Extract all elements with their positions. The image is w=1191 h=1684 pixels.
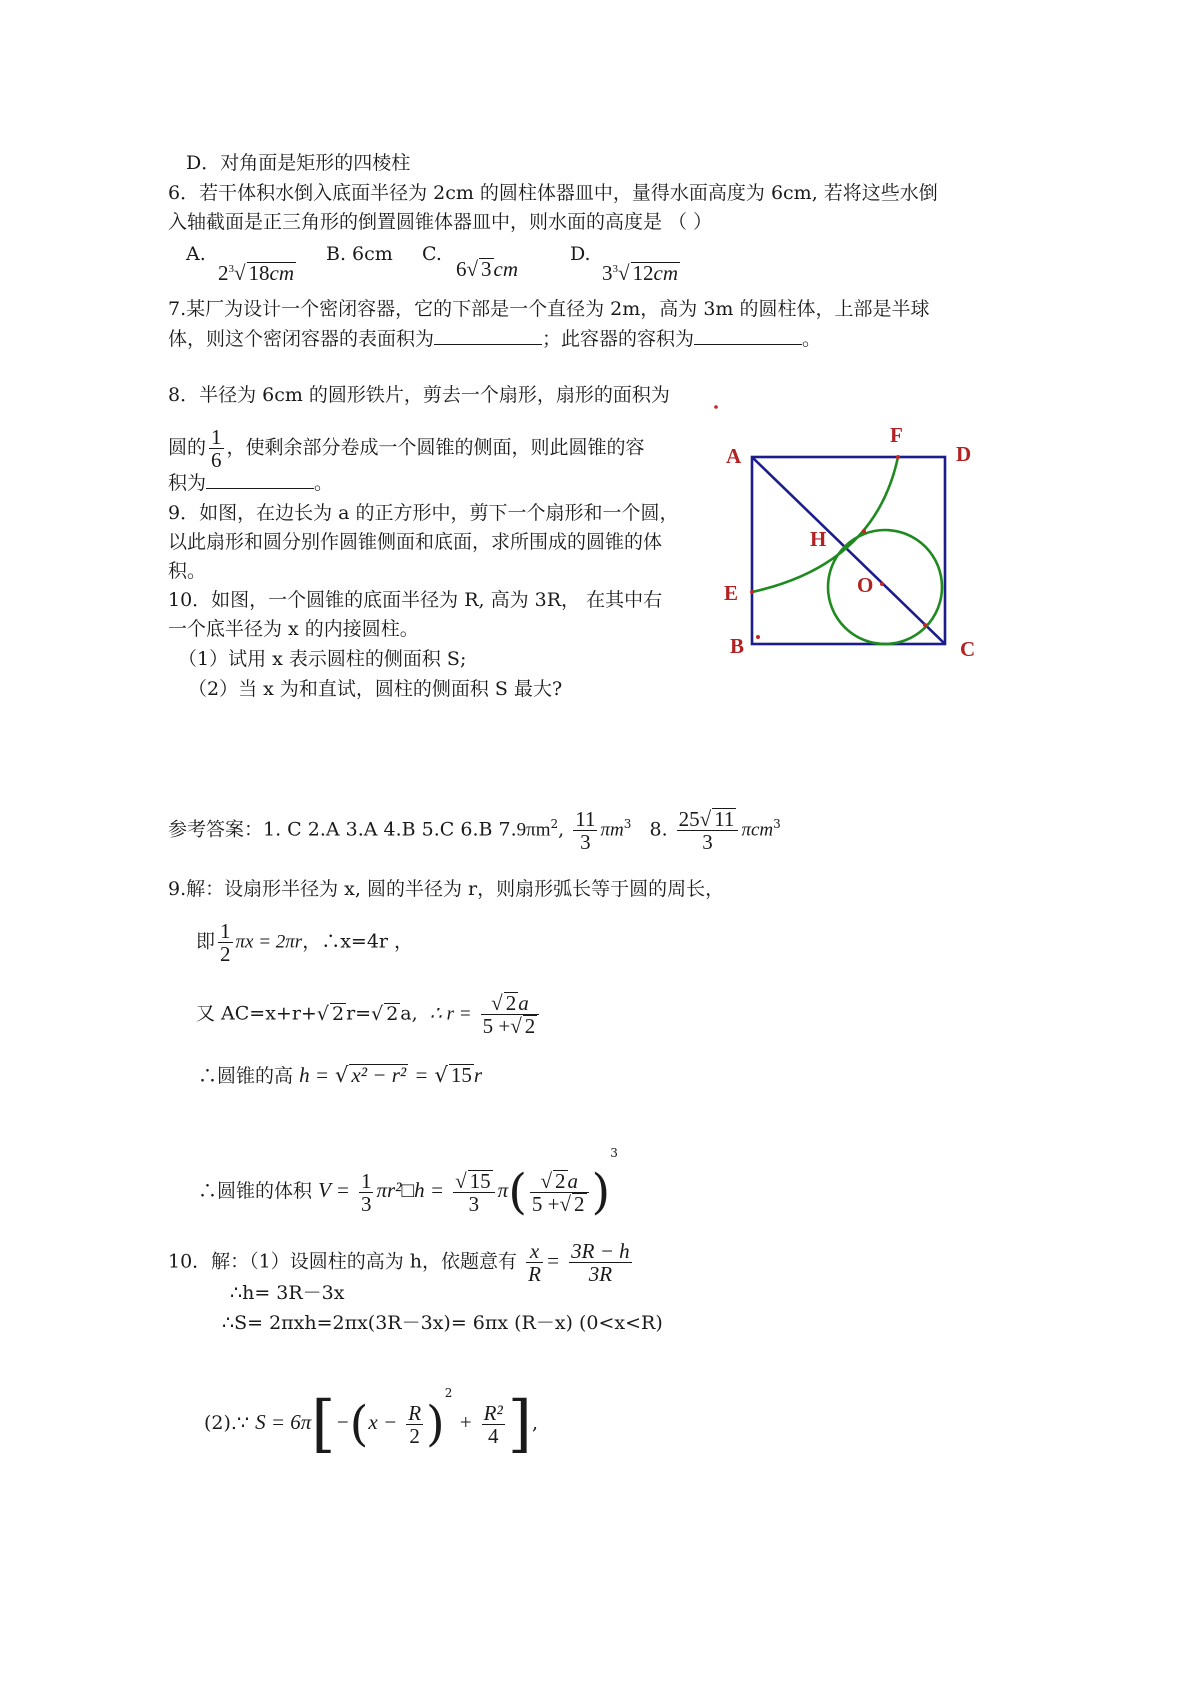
point-f: [896, 455, 900, 459]
q6-option-d-label: D.: [570, 243, 591, 265]
q5-option-d: D．对角面是矩形的四棱柱: [186, 152, 411, 174]
q9-line-2: 以此扇形和圆分别作圆锥侧面和底面，求所围成的圆锥的体: [168, 531, 663, 553]
q8-line-1: 8．半径为 6cm 的圆形铁片，剪去一个扇形，扇形的面积为: [168, 384, 670, 406]
q9-line-3: 积。: [168, 560, 207, 582]
label-h: H: [810, 527, 827, 551]
q10-line-1: 10．如图，一个圆锥的底面半径为 R, 高为 3R， 在其中右: [168, 589, 663, 611]
stray-dot: [714, 405, 718, 409]
sol10-line-4: (2).∵ S = 6π[−(x − $\frac{R}{2}$ )$^2$ + $\frac{\text{R²}}{4}$ ],: [204, 1386, 539, 1460]
q8-line-2: 圆的 $\frac{1}{6}$ ，使剩余部分卷成一个圆锥的侧面，则此圆锥的容: [168, 425, 645, 472]
sol9-line-2: 即 $\frac{1}{2}$ πx = 2πr，∴x=4r ，: [196, 919, 414, 966]
label-c: C: [960, 637, 976, 661]
sol10-line-1: 10．解：（1）设圆柱的高为 h，依题意有 $\frac{x}{R}$ = $\frac{3R - h}{3R}$: [168, 1239, 630, 1286]
point-e: [750, 590, 754, 594]
label-e: E: [724, 581, 739, 605]
q8-line-3: 积为 。: [168, 472, 334, 494]
label-a: A: [726, 444, 742, 468]
label-f: F: [890, 423, 903, 447]
q6-option-a-label: A.: [186, 243, 206, 265]
q9-line-1: 9．如图，在边长为 a 的正方形中，剪下一个扇形和一个圆，: [168, 502, 679, 524]
sol9-line-4: ∴圆锥的高 h = √ x² − r² = √ 15r: [198, 1063, 483, 1087]
q6-option-b: B. 6cm: [326, 243, 393, 265]
q6-option-c-expr: 6√ 3cm: [456, 257, 519, 281]
point-o: [880, 582, 884, 586]
q10-sub-1: （1）试用 x 表示圆柱的侧面积 S;: [178, 648, 467, 670]
q6-option-a-expr: $2^3√$ 18cm: [218, 261, 295, 285]
label-b: B: [730, 634, 745, 658]
q6-line-2: 入轴截面是正三角形的倒置圆锥体器皿中，则水面的高度是 （ ）: [168, 211, 713, 233]
label-d: D: [956, 442, 972, 466]
q7-line-1: 7.某厂为设计一个密闭容器，它的下部是一个直径为 2m，高为 3m 的圆柱体，上部是半球: [168, 298, 930, 320]
sol9-line-5: ∴圆锥的体积 V = $\frac{1}{3}$ πr²□h = $\frac{√ 15}{3}$ π( $\frac{√ 2a}{5 +√ 2}$ )$^3$: [198, 1146, 618, 1220]
q6-option-d-expr: $3^3√$ 12cm: [602, 261, 679, 285]
q8-answer-blank[interactable]: [206, 488, 314, 489]
q6-option-c-label: C.: [422, 243, 442, 265]
sol9-line-3: 又 AC=x+r+√ 2 r=√ 2 a, ∴ r = $\frac{√ 2a}{5 +√ 2}$: [196, 992, 542, 1037]
q7-line-2: 体，则这个密闭容器的表面积为 ；此容器的容积为 。: [168, 328, 822, 350]
square-circle-figure: [700, 395, 990, 675]
sol9-line-1: 9.解：设扇形半径为 x, 圆的半径为 r，则扇形弧长等于圆的周长，: [168, 878, 725, 900]
tangent-point: [862, 529, 866, 533]
label-o: O: [857, 573, 874, 597]
q10-line-2: 一个底半径为 x 的内接圆柱。: [168, 618, 419, 640]
corner-dot: [756, 635, 760, 639]
q7-surface-blank[interactable]: [434, 344, 542, 345]
diagonal-ac: [752, 457, 945, 644]
answers-line: 参考答案：1. C 2.A 3.A 4.B 5.C 6.B $7.9\pi m^2$, $\frac{11}{3}$ $\pi m^3$ 8. $\frac{25√ 11}{3}$ πcm$^3$: [168, 807, 781, 854]
q10-sub-2: （2）当 x 为和直试，圆柱的侧面积 S 最大?: [188, 678, 563, 700]
circle-diagonal-point: [923, 623, 927, 627]
q7-volume-blank[interactable]: [694, 344, 802, 345]
sol10-line-3: ∴S= 2πxh=2πx(3R－3x)= 6πx (R－x) (0<x<R): [222, 1312, 663, 1334]
sol10-line-2: ∴h= 3R－3x: [230, 1282, 345, 1304]
q6-line-1: 6．若干体积水倒入底面半径为 2cm 的圆柱体器皿中，量得水面高度为 6cm, 若将这些水倒: [168, 182, 938, 204]
